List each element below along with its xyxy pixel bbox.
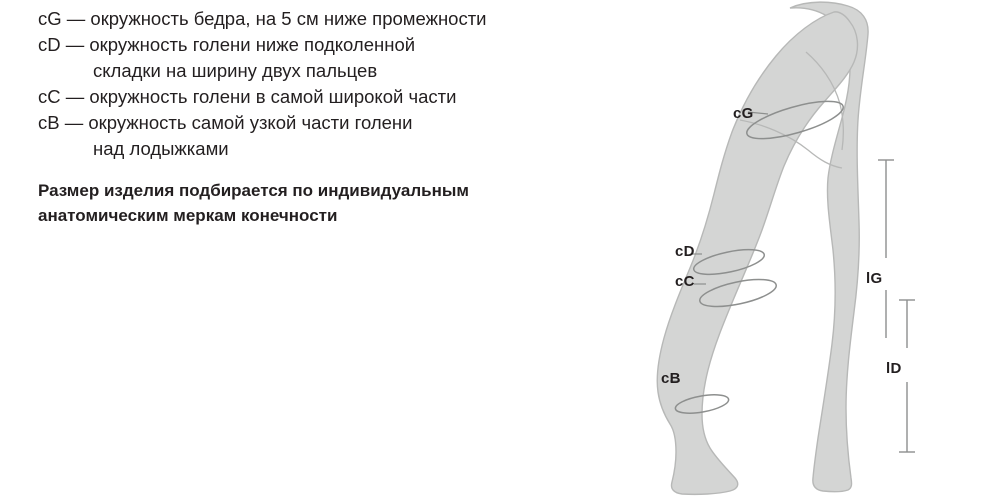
legend-line-cd-cont: складки на ширину двух пальцев xyxy=(93,60,378,81)
label-cc: cC xyxy=(675,273,695,290)
sizing-note xyxy=(38,178,618,228)
legend-line-cc: cC — окружность голени в самой широкой части xyxy=(38,86,457,107)
legend-line-cb-cont: над лодыжками xyxy=(93,138,229,159)
legend-block xyxy=(38,6,618,228)
label-ld: lD xyxy=(886,360,902,377)
sizing-note-line-2: анатомическим меркам конечности xyxy=(38,206,338,225)
label-cb: cB xyxy=(661,370,681,387)
sizing-note-line-1: Размер изделия подбирается по индивидуальным xyxy=(38,181,469,200)
label-cd: cD xyxy=(675,243,695,260)
label-cg: cG xyxy=(733,105,754,122)
length-guides xyxy=(878,160,915,452)
legend-line-cd: cD — окружность голени ниже подколенной xyxy=(38,34,416,55)
legend-line-cb: cB — окружность самой узкой части голени xyxy=(38,112,413,133)
legend-line-cg: cG — окружность бедра, на 5 см ниже промежности xyxy=(38,8,487,29)
label-lg: lG xyxy=(866,270,883,287)
